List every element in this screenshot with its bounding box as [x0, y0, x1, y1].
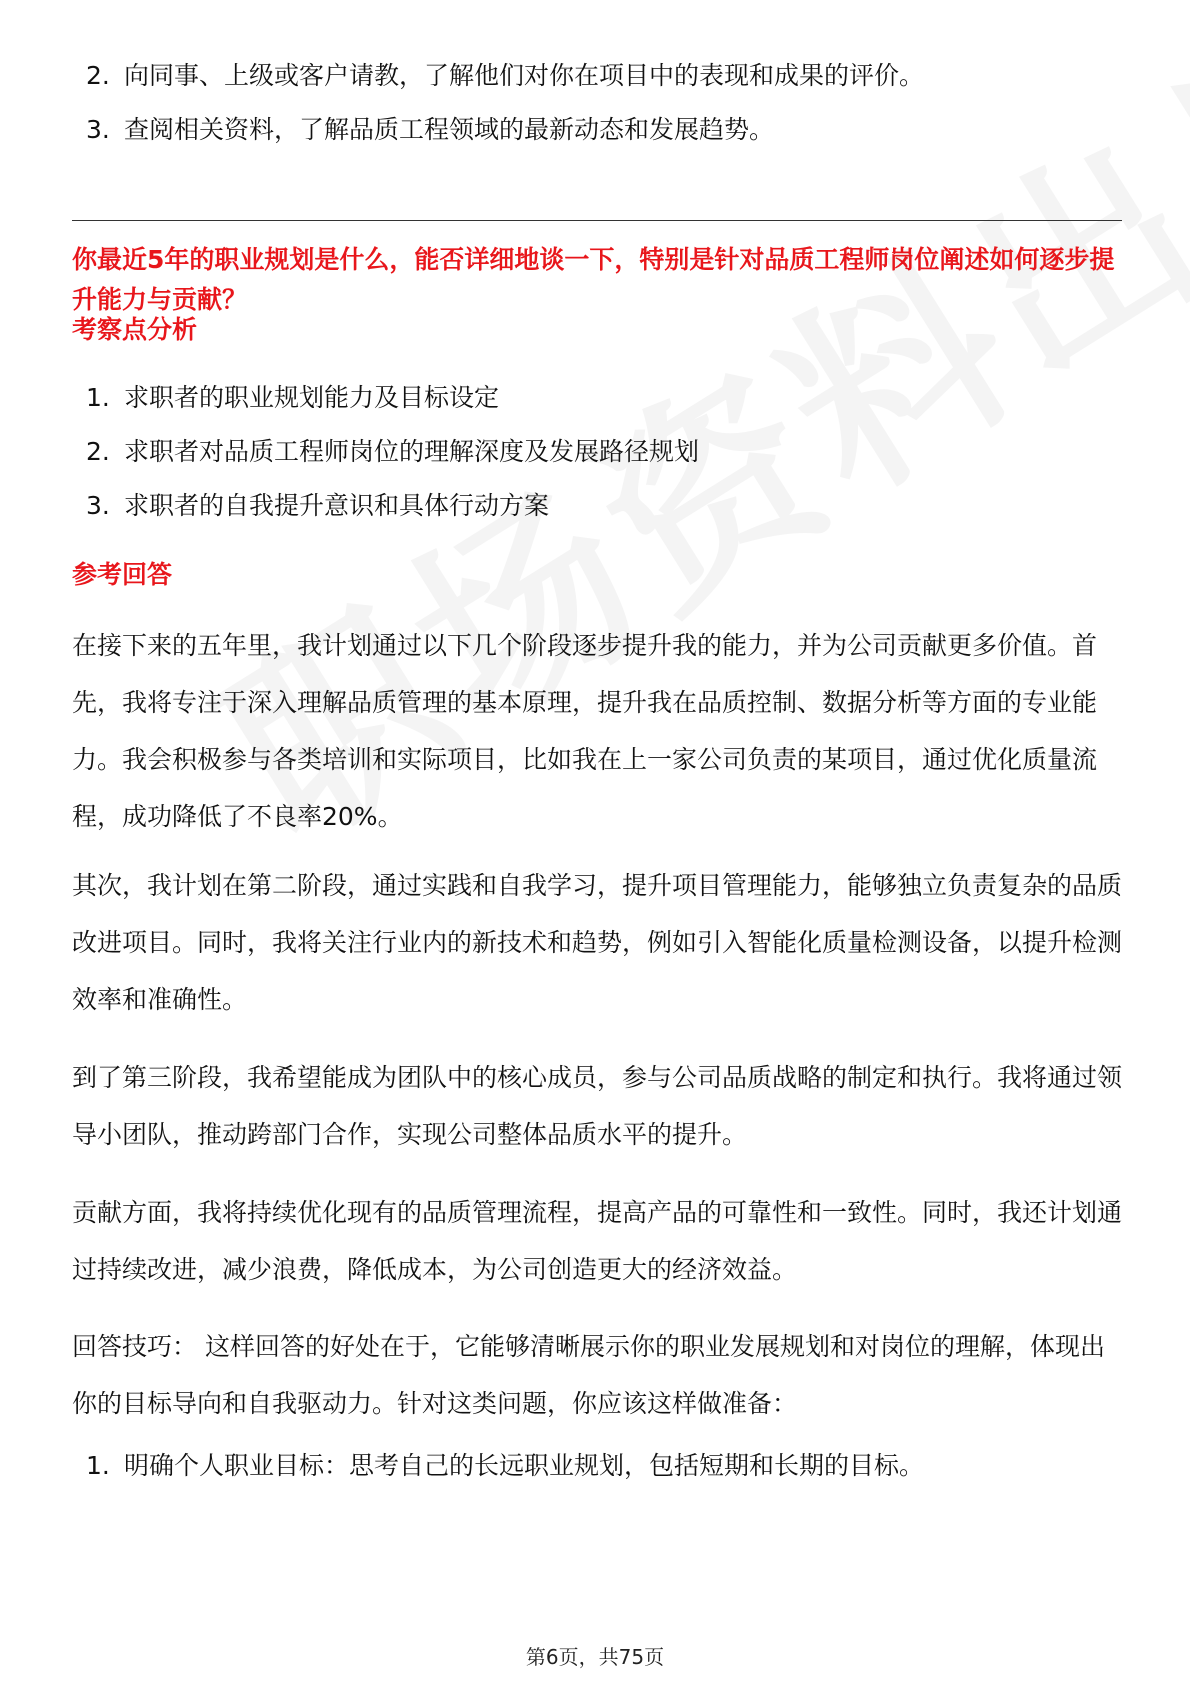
list-item [86, 56, 924, 96]
list-text: 查阅相关资料，了解品质工程领域的最新动态和发展趋势。 [124, 115, 775, 144]
list-number: 1. [86, 383, 110, 412]
answer-paragraph: 在接下来的五年里，我计划通过以下几个阶段逐步提升我的能力，并为公司贡献更多价值。首先，我将专注于深入理解品质管理的基本原理，提升我在品质控制、数据分析等方面的专业能力。我会积极参与各类培训和实际项目，比如我在上一家公司负责的某项目，通过优化质量流程，成功降低了不良率20%。 [72, 631, 1098, 831]
list-number: 2. [86, 437, 110, 466]
list-number: 3. [86, 115, 110, 144]
list-item [86, 1446, 924, 1486]
answer-paragraph: 到了第三阶段，我希望能成为团队中的核心成员，参与公司品质战略的制定和执行。我将通过领导小团队，推动跨部门合作，实现公司整体品质水平的提升。 [72, 1063, 1123, 1149]
list-text: 求职者的自我提升意识和具体行动方案 [124, 491, 550, 520]
answer-heading: 参考回答 [72, 560, 173, 589]
list-text: 明确个人职业目标：思考自己的长远职业规划，包括短期和长期的目标。 [124, 1451, 925, 1480]
list-number: 2. [86, 61, 110, 90]
list-item [86, 486, 549, 526]
question-heading: 你最近5年的职业规划是什么，能否详细地谈一下，特别是针对品质工程师岗位阐述如何逐步提升能力与贡献？ [72, 245, 1115, 314]
list-number: 3. [86, 491, 110, 520]
section-divider [72, 220, 1122, 221]
list-item [86, 378, 499, 418]
answer-paragraph: 贡献方面，我将持续优化现有的品质管理流程，提高产品的可靠性和一致性。同时，我还计划通过持续改进，减少浪费，降低成本，为公司创造更大的经济效益。 [72, 1198, 1123, 1284]
list-item [86, 432, 699, 472]
list-text: 向同事、上级或客户请教，了解他们对你在项目中的表现和成果的评价。 [124, 61, 925, 90]
page-footer: 第6页，共75页 [525, 1645, 665, 1669]
answer-tips-paragraph: 回答技巧： 这样回答的好处在于，它能够清晰展示你的职业发展规划和对岗位的理解，体现出你的目标导向和自我驱动力。针对这类问题，你应该这样做准备： [72, 1332, 1105, 1418]
list-text: 求职者对品质工程师岗位的理解深度及发展路径规划 [124, 437, 700, 466]
answer-paragraph: 其次，我计划在第二阶段，通过实践和自我学习，提升项目管理能力，能够独立负责复杂的品质改进项目。同时，我将关注行业内的新技术和趋势，例如引入智能化质量检测设备，以提升检测效率和准确性。 [72, 871, 1123, 1014]
list-item [86, 110, 774, 150]
list-text: 求职者的职业规划能力及目标设定 [124, 383, 500, 412]
list-number: 1. [86, 1451, 110, 1480]
analysis-heading: 考察点分析 [72, 315, 198, 344]
